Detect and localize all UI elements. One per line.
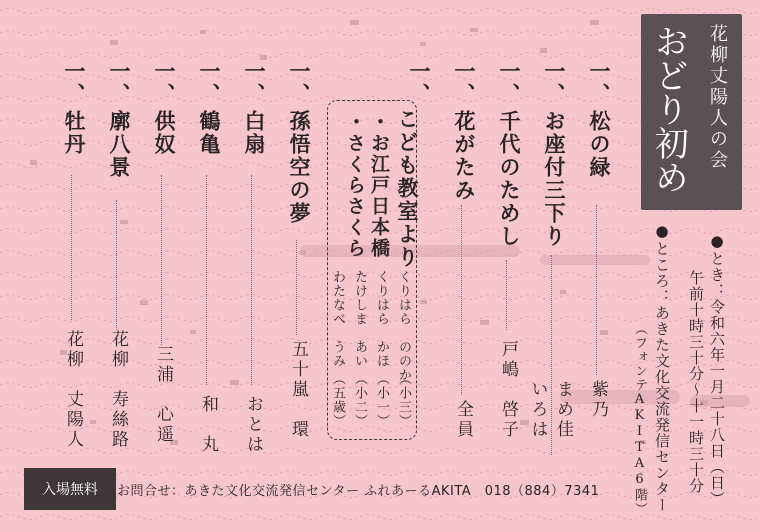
dotted-leader [461,205,462,395]
child-grade-1: （小三） [396,372,411,428]
event-title: おどり初め [648,24,689,194]
performer-6: おとは [243,395,263,455]
children-song-1: ・お江戸日本橋 [368,112,390,259]
program-title-1: 松の緑 [587,110,612,179]
program-marker-children: 一、 [407,60,432,106]
program-title-6: 白扇 [242,110,267,156]
program-marker-8: 一、 [152,60,177,106]
program-marker-7: 一、 [197,60,222,106]
association-name: 花柳丈陽人の会 [707,24,728,171]
child-name-2: くりはら かほ [374,270,389,368]
dotted-leader [506,260,507,330]
child-name-1: くりはら ののか [396,270,411,382]
performer-2: まめ佳 いろは [527,380,573,440]
program-title-2: お座付三下り [542,110,567,248]
title-box [641,14,742,210]
program-marker-3: 一、 [497,60,522,106]
dotted-leader [161,175,162,345]
program-marker-1: 一、 [587,60,612,106]
child-grade-3: （小二） [352,372,367,428]
program-marker-6: 一、 [242,60,267,106]
program-title-9: 廓八景 [107,110,132,179]
program-marker-2: 一、 [542,60,567,106]
when-line-2: 午前十時三十分～十一時三十分 [687,270,705,494]
program-marker-4: 一、 [452,60,477,106]
child-name-3: たけしま あい [352,270,367,368]
program-title-8: 供奴 [152,110,177,156]
admission-free-badge: 入場無料 [24,468,116,510]
program-title-3: 千代のためし [497,110,522,248]
contact-info: お問合せ：あきた文化交流発信センター ふれあーるAKITA 018（884）7341 [117,484,600,499]
children-song-2: ・さくらさくら [344,112,366,259]
program-marker-9: 一、 [107,60,132,106]
performer-10: 花柳 丈陽人 [63,330,83,450]
child-grade-2: （小一） [374,372,389,428]
when-line-1: ●とき：令和六年一月二十八日（日） [708,232,726,507]
dotted-leader [116,200,117,330]
program-title-10: 牡丹 [62,110,87,156]
performer-9: 花柳 寿絲路 [108,330,128,450]
program-title-7: 鶴亀 [197,110,222,156]
dotted-leader [296,240,297,335]
child-name-4: わたなべ うみ [330,270,345,368]
where-line-2: （フォンテAKITA6階） [632,322,647,516]
where-line-1: ●ところ：あきた文化交流発信センター [653,222,671,513]
dotted-leader [251,175,252,385]
program-title-4: 花がたみ [452,110,477,202]
program-marker-5: 一、 [287,60,312,106]
program-title-5: 孫悟空の夢 [287,110,312,225]
child-grade-4: （五歳） [330,372,345,428]
dotted-leader [206,175,207,385]
performer-3: 戸嶋 啓子 [498,340,518,440]
performer-7: 和 丸 [198,395,218,455]
performer-5: 五十嵐 環 [288,340,308,440]
children-heading: こども教室より [395,108,420,269]
performer-1: 紫乃 [588,380,608,420]
dotted-leader [596,205,597,375]
dotted-leader [71,175,72,320]
performer-4: 全員 [453,400,473,440]
program-marker-10: 一、 [62,60,87,106]
performer-8: 三浦 心遥 [153,345,173,445]
